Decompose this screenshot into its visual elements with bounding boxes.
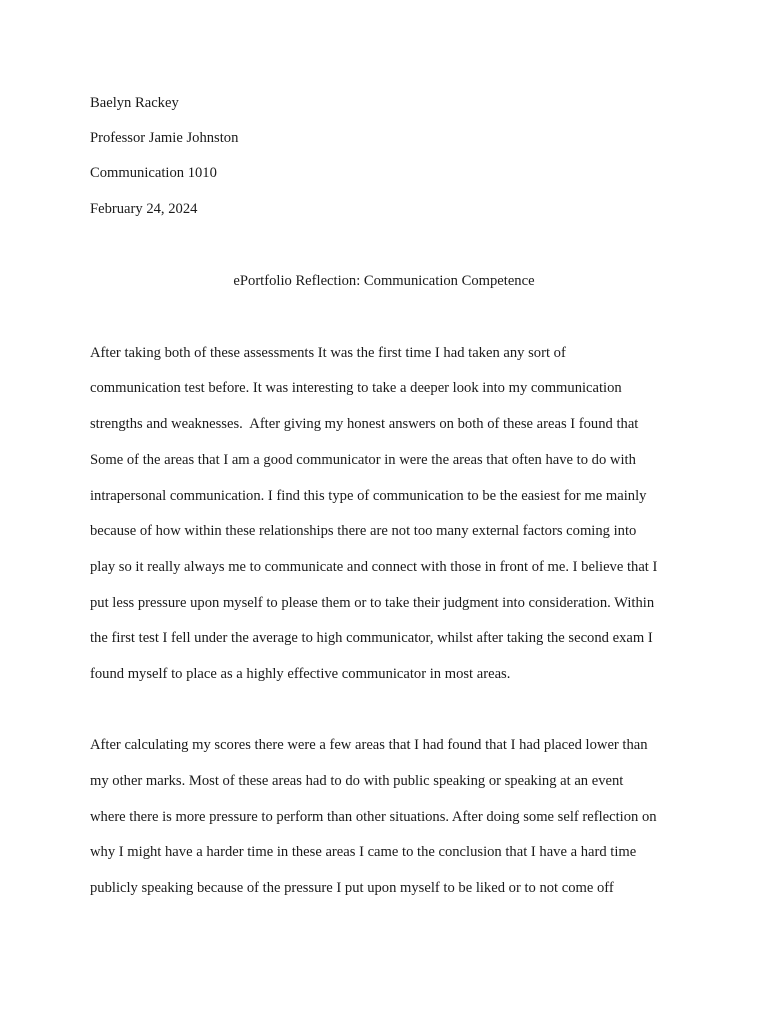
paragraph-line: play so it really always me to communicate and connect with those in front of me. I believe that I [90,559,658,575]
course-name: Communication 1010 [90,165,217,181]
paragraph-line: Some of the areas that I am a good communicator in were the areas that often have to do with [90,452,636,468]
paragraph-line: strengths and weaknesses. After giving my honest answers on both of these areas I found that [90,416,639,432]
paragraph-line: found myself to place as a highly effective communicator in most areas. [90,666,511,682]
paragraph-line: the first test I fell under the average to high communicator, whilst after taking the second exam I [90,630,653,646]
paragraph-line: put less pressure upon myself to please them or to take their judgment into consideration. Within [90,595,655,611]
document-date: February 24, 2024 [90,201,198,217]
paragraph-line: where there is more pressure to perform than other situations. After doing some self reflection on [90,809,657,825]
paragraph-line: because of how within these relationships there are not too many external factors coming into [90,523,637,539]
paragraph-line: publicly speaking because of the pressure I put upon myself to be liked or to not come off [90,880,614,896]
paragraph-line: my other marks. Most of these areas had to do with public speaking or speaking at an event [90,773,624,789]
paragraph-line: intrapersonal communication. I find this type of communication to be the easiest for me mainly [90,488,647,504]
paragraph-line: After calculating my scores there were a few areas that I had found that I had placed lower than [90,737,648,753]
student-name: Baelyn Rackey [90,95,179,111]
paragraph-line: why I might have a harder time in these areas I came to the conclusion that I have a hard time [90,844,637,860]
paragraph-line: After taking both of these assessments It was the first time I had taken any sort of [90,345,566,361]
professor-name: Professor Jamie Johnston [90,130,239,146]
document-title: ePortfolio Reflection: Communication Competence [233,273,535,289]
paragraph-line: communication test before. It was interesting to take a deeper look into my communication [90,380,622,396]
